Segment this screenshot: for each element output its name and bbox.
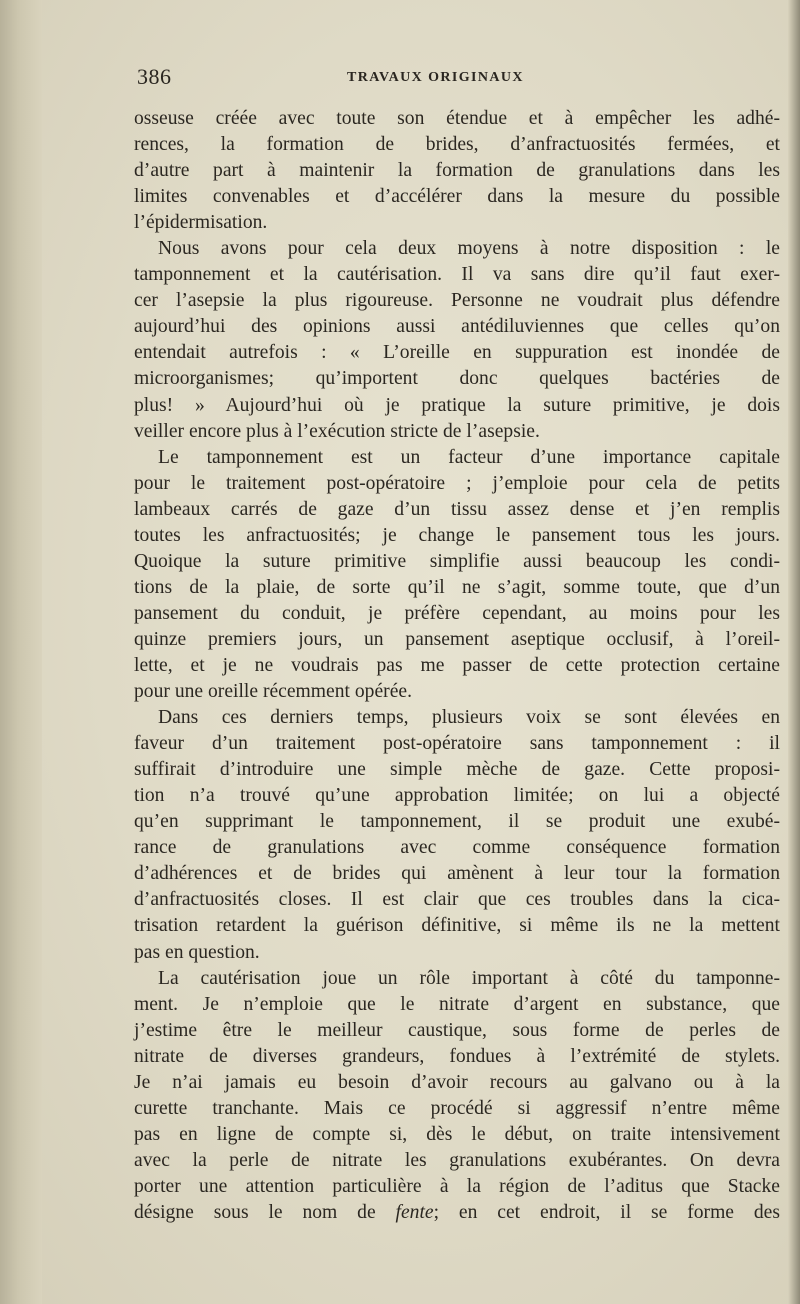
text-line: tamponnement et la cautérisation. Il va sans dire qu’il faut exer-: [134, 264, 780, 286]
text-line-final: [134, 1200, 780, 1226]
body-text: [134, 106, 780, 1226]
text-line: tion n’a trouvé qu’une approbation limitée; on lui a objecté: [134, 785, 780, 807]
text-line: Le tamponnement est un facteur d’une importance capitale: [158, 446, 780, 468]
text-line: curette tranchante. Mais ce procédé si aggressif n’entre même: [134, 1097, 780, 1119]
text-line: aujourd’hui des opinions aussi antédiluviennes que celles qu’on: [134, 316, 780, 338]
text-line: entendait autrefois : « L’oreille en suppuration est inondée de: [134, 342, 780, 364]
text-line: veiller encore plus à l’exécution stricte de l’asepsie.: [134, 420, 540, 442]
text-fragment: désigne sous le nom de: [134, 1201, 396, 1223]
text-line: Je n’ai jamais eu besoin d’avoir recours au galvano ou à la: [134, 1071, 780, 1093]
text-line: quinze premiers jours, un pansement aseptique occlusif, à l’oreil-: [134, 628, 780, 650]
text-line: plus! » Aujourd’hui où je pratique la suture primitive, je dois: [134, 394, 780, 416]
text-line: toutes les anfractuosités; je change le pansement tous les jours.: [134, 524, 780, 546]
running-head: TRAVAUX ORIGINAUX: [347, 70, 524, 85]
text-line: pas en ligne de compte si, dès le début, on traite intensivement: [134, 1123, 780, 1145]
text-line: suffirait d’introduire une simple mèche de gaze. Cette proposi-: [134, 759, 780, 781]
text-line: l’épidermisation.: [134, 212, 268, 234]
text-line: limites convenables et d’accélérer dans la mesure du possible: [134, 186, 780, 208]
text-line: pour le traitement post-opératoire ; j’emploie pour cela de petits: [134, 472, 780, 494]
text-line: d’autre part à maintenir la formation de granulations dans les: [134, 160, 780, 182]
text-line: Dans ces derniers temps, plusieurs voix se sont élevées en: [158, 707, 780, 729]
text-line: pour une oreille récemment opérée.: [134, 681, 412, 703]
text-line: rences, la formation de brides, d’anfractuosités fermées, et: [134, 134, 780, 156]
text-line: faveur d’un traitement post-opératoire sans tamponnement : il: [134, 733, 780, 755]
text-fragment: ; en cet endroit, il se forme des: [433, 1201, 780, 1223]
text-line: Nous avons pour cela deux moyens à notre disposition : le: [158, 238, 780, 260]
text-line: qu’en supprimant le tamponnement, il se produit une exubé-: [134, 811, 780, 833]
text-line: osseuse créée avec toute son étendue et à empêcher les adhé-: [134, 108, 780, 129]
text-line: tions de la plaie, de sorte qu’il ne s’agit, somme toute, que d’un: [134, 576, 780, 598]
page-spine-shadow: [0, 0, 42, 1304]
text-line: cer l’asepsie la plus rigoureuse. Personne ne voudrait plus défendre: [134, 290, 780, 312]
text-line: d’adhérences et de brides qui amènent à leur tour la formation: [134, 863, 780, 885]
text-line: porter une attention particulière à la région de l’aditus que Stacke: [134, 1175, 780, 1197]
page-header: [137, 64, 777, 94]
text-line: j’estime être le meilleur caustique, sous forme de perles de: [134, 1019, 780, 1041]
text-line: avec la perle de nitrate les granulations exubérantes. On devra: [134, 1149, 780, 1171]
page-edge-shadow: [788, 0, 800, 1304]
text-line: d’anfractuosités closes. Il est clair que ces troubles dans la cica-: [134, 889, 780, 911]
text-line: ment. Je n’emploie que le nitrate d’argent en substance, que: [134, 993, 780, 1015]
text-line: lette, et je ne voudrais pas me passer de cette protection certaine: [134, 654, 780, 676]
text-line: trisation retardent la guérison définitive, si même ils ne la mettent: [134, 915, 780, 937]
text-line: microorganismes; qu’importent donc quelques bactéries de: [134, 368, 780, 390]
text-line: pansement du conduit, je préfère cependant, au moins pour les: [134, 602, 780, 624]
text-line: rance de granulations avec comme conséquence formation: [134, 837, 780, 859]
text-line: Quoique la suture primitive simplifie aussi beaucoup les condi-: [134, 550, 780, 572]
text-line: La cautérisation joue un rôle important à côté du tamponne-: [158, 967, 780, 989]
page-number: 386: [137, 64, 172, 89]
text-line: nitrate de diverses grandeurs, fondues à l’extrémité de stylets.: [134, 1045, 780, 1067]
text-line: pas en question.: [134, 941, 260, 963]
text-line: lambeaux carrés de gaze d’un tissu assez dense et j’en remplis: [134, 498, 780, 520]
italic-term: fente: [395, 1201, 434, 1223]
